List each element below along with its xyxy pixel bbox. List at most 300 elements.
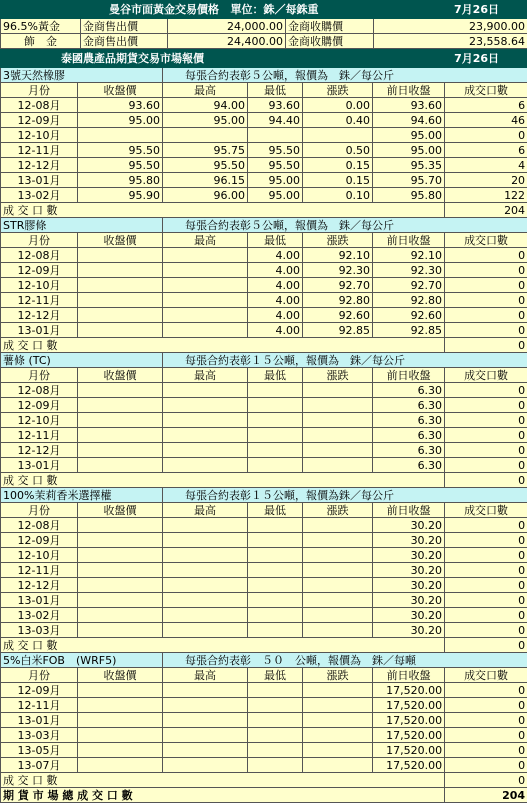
table-cell <box>78 743 163 758</box>
table-cell <box>78 263 163 278</box>
table-cell: 95.00 <box>248 188 303 203</box>
section-name: 100%茉莉香米選擇權 <box>1 488 163 503</box>
table-cell: 92.30 <box>303 263 373 278</box>
table-cell: 122 <box>445 188 527 203</box>
table-cell <box>248 533 303 548</box>
table-cell: 30.20 <box>373 563 445 578</box>
table-cell: 30.20 <box>373 623 445 638</box>
table-cell <box>78 578 163 593</box>
table-cell <box>78 323 163 338</box>
table-cell: 96.15 <box>163 173 248 188</box>
column-header: 收盤價 <box>78 368 163 383</box>
table-cell <box>163 758 248 773</box>
gold-row <box>1 34 527 49</box>
table-cell: 0 <box>445 728 527 743</box>
column-header: 收盤價 <box>78 83 163 98</box>
table-cell: 0 <box>445 443 527 458</box>
column-header: 最高 <box>163 668 248 683</box>
table-cell: 95.50 <box>78 143 163 158</box>
column-header-row <box>1 233 527 248</box>
table-cell: 0 <box>445 248 527 263</box>
table-cell: 95.90 <box>78 188 163 203</box>
table-cell: 12-11月 <box>1 698 78 713</box>
column-header: 前日收盤 <box>373 83 445 98</box>
table-cell <box>303 728 373 743</box>
table-cell <box>78 593 163 608</box>
table-cell <box>303 428 373 443</box>
table-row <box>1 728 527 743</box>
table-row <box>1 758 527 773</box>
column-header: 成交口數 <box>445 233 527 248</box>
section-total-row <box>1 773 527 788</box>
column-header: 成交口數 <box>445 368 527 383</box>
section-name: STR膠條 <box>1 218 163 233</box>
table-cell: 6.30 <box>373 443 445 458</box>
table-cell <box>248 728 303 743</box>
table-row <box>1 608 527 623</box>
table-cell: 12-10月 <box>1 128 78 143</box>
section-note: 每張合約表彰５公噸，報價為 銖／每公斤 <box>163 68 527 83</box>
section-total-row <box>1 638 527 653</box>
table-cell <box>78 758 163 773</box>
table-cell: 12-08月 <box>1 98 78 113</box>
column-header: 最低 <box>248 233 303 248</box>
table-cell: 92.70 <box>303 278 373 293</box>
table-cell <box>248 713 303 728</box>
table-cell <box>78 533 163 548</box>
column-header-row <box>1 668 527 683</box>
table-cell: 13-01月 <box>1 323 78 338</box>
table-row <box>1 548 527 563</box>
table-cell: 92.60 <box>303 308 373 323</box>
table-row <box>1 443 527 458</box>
table-row <box>1 518 527 533</box>
table-cell: 0 <box>445 608 527 623</box>
section-total-row <box>1 338 527 353</box>
column-header: 月份 <box>1 233 78 248</box>
column-header: 最高 <box>163 368 248 383</box>
table-cell: 0.15 <box>303 173 373 188</box>
column-header: 前日收盤 <box>373 233 445 248</box>
table-cell <box>78 608 163 623</box>
table-cell: 17,520.00 <box>373 683 445 698</box>
table-cell <box>163 563 248 578</box>
section-note: 每張合約表彰１５公噸，報價為銖／每公斤 <box>163 488 527 503</box>
table-cell: 0.10 <box>303 188 373 203</box>
section-header <box>1 653 527 668</box>
table-cell <box>78 713 163 728</box>
table-row <box>1 383 527 398</box>
column-header: 前日收盤 <box>373 668 445 683</box>
table-cell: 0 <box>445 683 527 698</box>
table-cell: 12-10月 <box>1 413 78 428</box>
column-header: 收盤價 <box>78 668 163 683</box>
column-header: 成交口數 <box>445 503 527 518</box>
section-header <box>1 488 527 503</box>
table-cell: 0 <box>445 308 527 323</box>
table-cell: 0 <box>445 128 527 143</box>
table-cell <box>163 608 248 623</box>
section-total-label: 成 交 口 數 <box>1 473 445 488</box>
table-cell: 4 <box>445 158 527 173</box>
futures-banner <box>1 50 527 68</box>
table-cell: 12-08月 <box>1 518 78 533</box>
table-cell: 13-01月 <box>1 173 78 188</box>
table-cell <box>163 593 248 608</box>
column-header: 最高 <box>163 83 248 98</box>
gold-sell-label: 金商售出價 <box>81 34 168 49</box>
section-total-value: 0 <box>445 638 527 653</box>
column-header-row <box>1 83 527 98</box>
table-cell: 93.60 <box>78 98 163 113</box>
table-cell: 0 <box>445 413 527 428</box>
table-cell: 0 <box>445 293 527 308</box>
table-cell: 12-08月 <box>1 248 78 263</box>
section-total-row <box>1 203 527 218</box>
table-cell <box>78 128 163 143</box>
table-cell: 0 <box>445 758 527 773</box>
section-total-value: 204 <box>445 203 527 218</box>
column-header: 漲跌 <box>303 368 373 383</box>
table-cell <box>78 698 163 713</box>
table-cell <box>248 578 303 593</box>
table-cell: 0 <box>445 323 527 338</box>
column-header: 收盤價 <box>78 503 163 518</box>
table-cell: 92.10 <box>303 248 373 263</box>
table-cell: 0 <box>445 623 527 638</box>
column-header: 月份 <box>1 83 78 98</box>
table-cell: 13-05月 <box>1 743 78 758</box>
table-cell <box>163 263 248 278</box>
table-cell <box>163 518 248 533</box>
table-cell <box>78 398 163 413</box>
table-cell <box>248 128 303 143</box>
table-cell <box>163 128 248 143</box>
table-cell: 96.00 <box>163 188 248 203</box>
table-cell <box>163 458 248 473</box>
section-header <box>1 68 527 83</box>
table-cell: 0 <box>445 563 527 578</box>
table-cell: 93.60 <box>373 98 445 113</box>
futures-date: 7月26日 <box>373 50 527 68</box>
table-cell: 0 <box>445 383 527 398</box>
table-cell: 92.70 <box>373 278 445 293</box>
table-cell <box>248 413 303 428</box>
table-cell <box>78 683 163 698</box>
table-cell: 0 <box>445 518 527 533</box>
section-header <box>1 218 527 233</box>
table-cell: 94.40 <box>248 113 303 128</box>
table-cell <box>303 683 373 698</box>
table-cell: 12-09月 <box>1 263 78 278</box>
table-cell <box>248 698 303 713</box>
table-cell <box>303 443 373 458</box>
table-cell: 17,520.00 <box>373 713 445 728</box>
section-total-row <box>1 473 527 488</box>
table-cell: 6.30 <box>373 398 445 413</box>
gold-price-table <box>0 0 527 49</box>
table-cell: 17,520.00 <box>373 758 445 773</box>
table-cell: 12-10月 <box>1 278 78 293</box>
table-cell <box>163 623 248 638</box>
table-cell <box>163 398 248 413</box>
table-cell: 12-09月 <box>1 113 78 128</box>
table-cell <box>248 623 303 638</box>
column-header: 漲跌 <box>303 668 373 683</box>
table-cell <box>78 278 163 293</box>
table-row <box>1 128 527 143</box>
table-cell <box>303 548 373 563</box>
table-cell <box>303 713 373 728</box>
column-header: 成交口數 <box>445 668 527 683</box>
table-cell: 0 <box>445 263 527 278</box>
section-header <box>1 353 527 368</box>
table-cell: 6 <box>445 98 527 113</box>
table-row <box>1 143 527 158</box>
table-row <box>1 188 527 203</box>
table-cell <box>78 443 163 458</box>
table-row <box>1 98 527 113</box>
table-row <box>1 323 527 338</box>
table-row <box>1 713 527 728</box>
gold-row <box>1 19 527 34</box>
table-cell <box>303 743 373 758</box>
table-cell: 6.30 <box>373 428 445 443</box>
section-note: 每張合約表彰１５公噸，報價為 銖／每公斤 <box>163 353 527 368</box>
table-cell: 0 <box>445 743 527 758</box>
table-cell: 30.20 <box>373 548 445 563</box>
table-cell: 12-11月 <box>1 428 78 443</box>
table-cell: 13-03月 <box>1 728 78 743</box>
table-cell: 30.20 <box>373 533 445 548</box>
column-header: 最高 <box>163 233 248 248</box>
table-cell: 6.30 <box>373 413 445 428</box>
table-cell: 0 <box>445 548 527 563</box>
table-cell <box>303 698 373 713</box>
table-cell: 30.20 <box>373 578 445 593</box>
gold-buy-value: 23,558.64 <box>374 34 527 49</box>
grand-total-label: 期 貨 市 場 總 成 交 口 數 <box>1 788 445 803</box>
table-cell: 95.80 <box>78 173 163 188</box>
gold-unit: 單位：銖／每銖重 <box>230 2 319 16</box>
column-header: 最低 <box>248 668 303 683</box>
table-cell <box>78 383 163 398</box>
table-row <box>1 173 527 188</box>
section-total-label: 成 交 口 數 <box>1 338 445 353</box>
table-row <box>1 743 527 758</box>
table-cell <box>248 743 303 758</box>
table-cell: 13-01月 <box>1 593 78 608</box>
table-row <box>1 413 527 428</box>
table-cell <box>78 623 163 638</box>
table-cell: 94.00 <box>163 98 248 113</box>
table-cell: 0.40 <box>303 113 373 128</box>
table-cell <box>78 563 163 578</box>
column-header: 前日收盤 <box>373 368 445 383</box>
table-cell: 95.00 <box>78 113 163 128</box>
table-cell <box>303 593 373 608</box>
table-cell: 95.00 <box>373 128 445 143</box>
table-cell: 95.00 <box>373 143 445 158</box>
gold-buy-label: 金商收購價 <box>286 34 374 49</box>
table-cell <box>248 458 303 473</box>
gold-sell-value: 24,400.00 <box>168 34 286 49</box>
table-row <box>1 563 527 578</box>
table-cell: 95.50 <box>248 158 303 173</box>
futures-title: 泰國農產品期貨交易市場報價 <box>1 50 373 68</box>
table-cell: 92.85 <box>373 323 445 338</box>
table-cell: 95.00 <box>248 173 303 188</box>
table-row <box>1 593 527 608</box>
table-cell <box>248 518 303 533</box>
table-cell: 12-11月 <box>1 143 78 158</box>
table-cell: 92.30 <box>373 263 445 278</box>
table-cell <box>78 248 163 263</box>
table-cell <box>248 548 303 563</box>
column-header-row <box>1 503 527 518</box>
table-cell: 13-07月 <box>1 758 78 773</box>
table-cell <box>248 563 303 578</box>
table-cell <box>163 428 248 443</box>
table-cell: 0 <box>445 278 527 293</box>
table-cell: 0 <box>445 593 527 608</box>
table-cell: 30.20 <box>373 518 445 533</box>
gold-sell-label: 金商售出價 <box>81 19 168 34</box>
table-cell: 20 <box>445 173 527 188</box>
table-cell: 17,520.00 <box>373 743 445 758</box>
table-cell: 12-09月 <box>1 683 78 698</box>
table-row <box>1 683 527 698</box>
table-cell: 4.00 <box>248 278 303 293</box>
table-cell <box>78 518 163 533</box>
column-header-row <box>1 368 527 383</box>
table-cell <box>163 578 248 593</box>
table-cell <box>248 758 303 773</box>
section-name: 3號天然橡膠 <box>1 68 163 83</box>
table-row <box>1 158 527 173</box>
table-cell <box>78 458 163 473</box>
table-cell: 92.80 <box>303 293 373 308</box>
table-cell <box>163 323 248 338</box>
table-cell: 6.30 <box>373 383 445 398</box>
table-cell <box>248 683 303 698</box>
table-cell <box>163 308 248 323</box>
futures-table <box>0 49 527 803</box>
table-cell <box>163 293 248 308</box>
table-cell: 95.50 <box>248 143 303 158</box>
table-cell: 0 <box>445 698 527 713</box>
table-cell: 93.60 <box>248 98 303 113</box>
table-cell: 13-02月 <box>1 188 78 203</box>
table-cell: 94.60 <box>373 113 445 128</box>
section-total-value: 0 <box>445 773 527 788</box>
table-row <box>1 428 527 443</box>
table-cell <box>303 413 373 428</box>
column-header: 漲跌 <box>303 233 373 248</box>
section-note: 每張合約表彰５公噸，報價為 銖／每公斤 <box>163 218 527 233</box>
grand-total-row <box>1 788 527 803</box>
table-cell: 0.50 <box>303 143 373 158</box>
table-cell: 30.20 <box>373 593 445 608</box>
table-cell <box>303 533 373 548</box>
table-cell: 12-12月 <box>1 158 78 173</box>
table-cell: 4.00 <box>248 248 303 263</box>
grand-total-value: 204 <box>445 788 527 803</box>
section-total-label: 成 交 口 數 <box>1 638 445 653</box>
table-cell: 0 <box>445 533 527 548</box>
table-cell: 13-01月 <box>1 713 78 728</box>
table-row <box>1 278 527 293</box>
table-cell <box>303 383 373 398</box>
table-cell <box>248 443 303 458</box>
table-cell: 13-01月 <box>1 458 78 473</box>
gold-buy-value: 23,900.00 <box>374 19 527 34</box>
table-cell: 95.75 <box>163 143 248 158</box>
table-cell <box>78 308 163 323</box>
column-header: 最低 <box>248 83 303 98</box>
table-cell: 13-02月 <box>1 608 78 623</box>
column-header: 最低 <box>248 368 303 383</box>
table-cell <box>303 623 373 638</box>
table-cell: 12-12月 <box>1 443 78 458</box>
table-cell <box>303 758 373 773</box>
column-header: 漲跌 <box>303 503 373 518</box>
table-cell: 12-08月 <box>1 383 78 398</box>
table-cell: 12-12月 <box>1 578 78 593</box>
table-cell: 95.00 <box>163 113 248 128</box>
table-cell <box>248 593 303 608</box>
table-cell: 95.50 <box>163 158 248 173</box>
gold-banner <box>1 1 527 19</box>
table-row <box>1 533 527 548</box>
column-header: 成交口數 <box>445 83 527 98</box>
column-header: 前日收盤 <box>373 503 445 518</box>
table-cell: 95.50 <box>78 158 163 173</box>
table-cell <box>78 548 163 563</box>
table-cell: 6 <box>445 143 527 158</box>
column-header: 月份 <box>1 668 78 683</box>
table-cell: 92.10 <box>373 248 445 263</box>
table-row <box>1 623 527 638</box>
table-cell: 0.00 <box>303 98 373 113</box>
gold-date: 7月26日 <box>374 1 527 19</box>
table-cell: 12-11月 <box>1 293 78 308</box>
table-cell <box>78 728 163 743</box>
table-cell <box>248 398 303 413</box>
table-cell <box>163 713 248 728</box>
table-cell <box>303 398 373 413</box>
table-cell: 12-11月 <box>1 563 78 578</box>
table-cell: 6.30 <box>373 458 445 473</box>
table-cell: 95.70 <box>373 173 445 188</box>
table-cell: 4.00 <box>248 323 303 338</box>
section-total-value: 0 <box>445 473 527 488</box>
table-row <box>1 458 527 473</box>
table-cell: 0 <box>445 428 527 443</box>
table-cell: 46 <box>445 113 527 128</box>
table-cell <box>163 728 248 743</box>
column-header: 最低 <box>248 503 303 518</box>
table-cell <box>163 698 248 713</box>
table-cell: 92.85 <box>303 323 373 338</box>
gold-name: 飾 金 <box>1 34 81 49</box>
section-total-value: 0 <box>445 338 527 353</box>
table-cell: 17,520.00 <box>373 728 445 743</box>
table-cell <box>303 128 373 143</box>
table-cell: 95.80 <box>373 188 445 203</box>
section-total-label: 成 交 口 數 <box>1 203 445 218</box>
table-cell: 95.35 <box>373 158 445 173</box>
